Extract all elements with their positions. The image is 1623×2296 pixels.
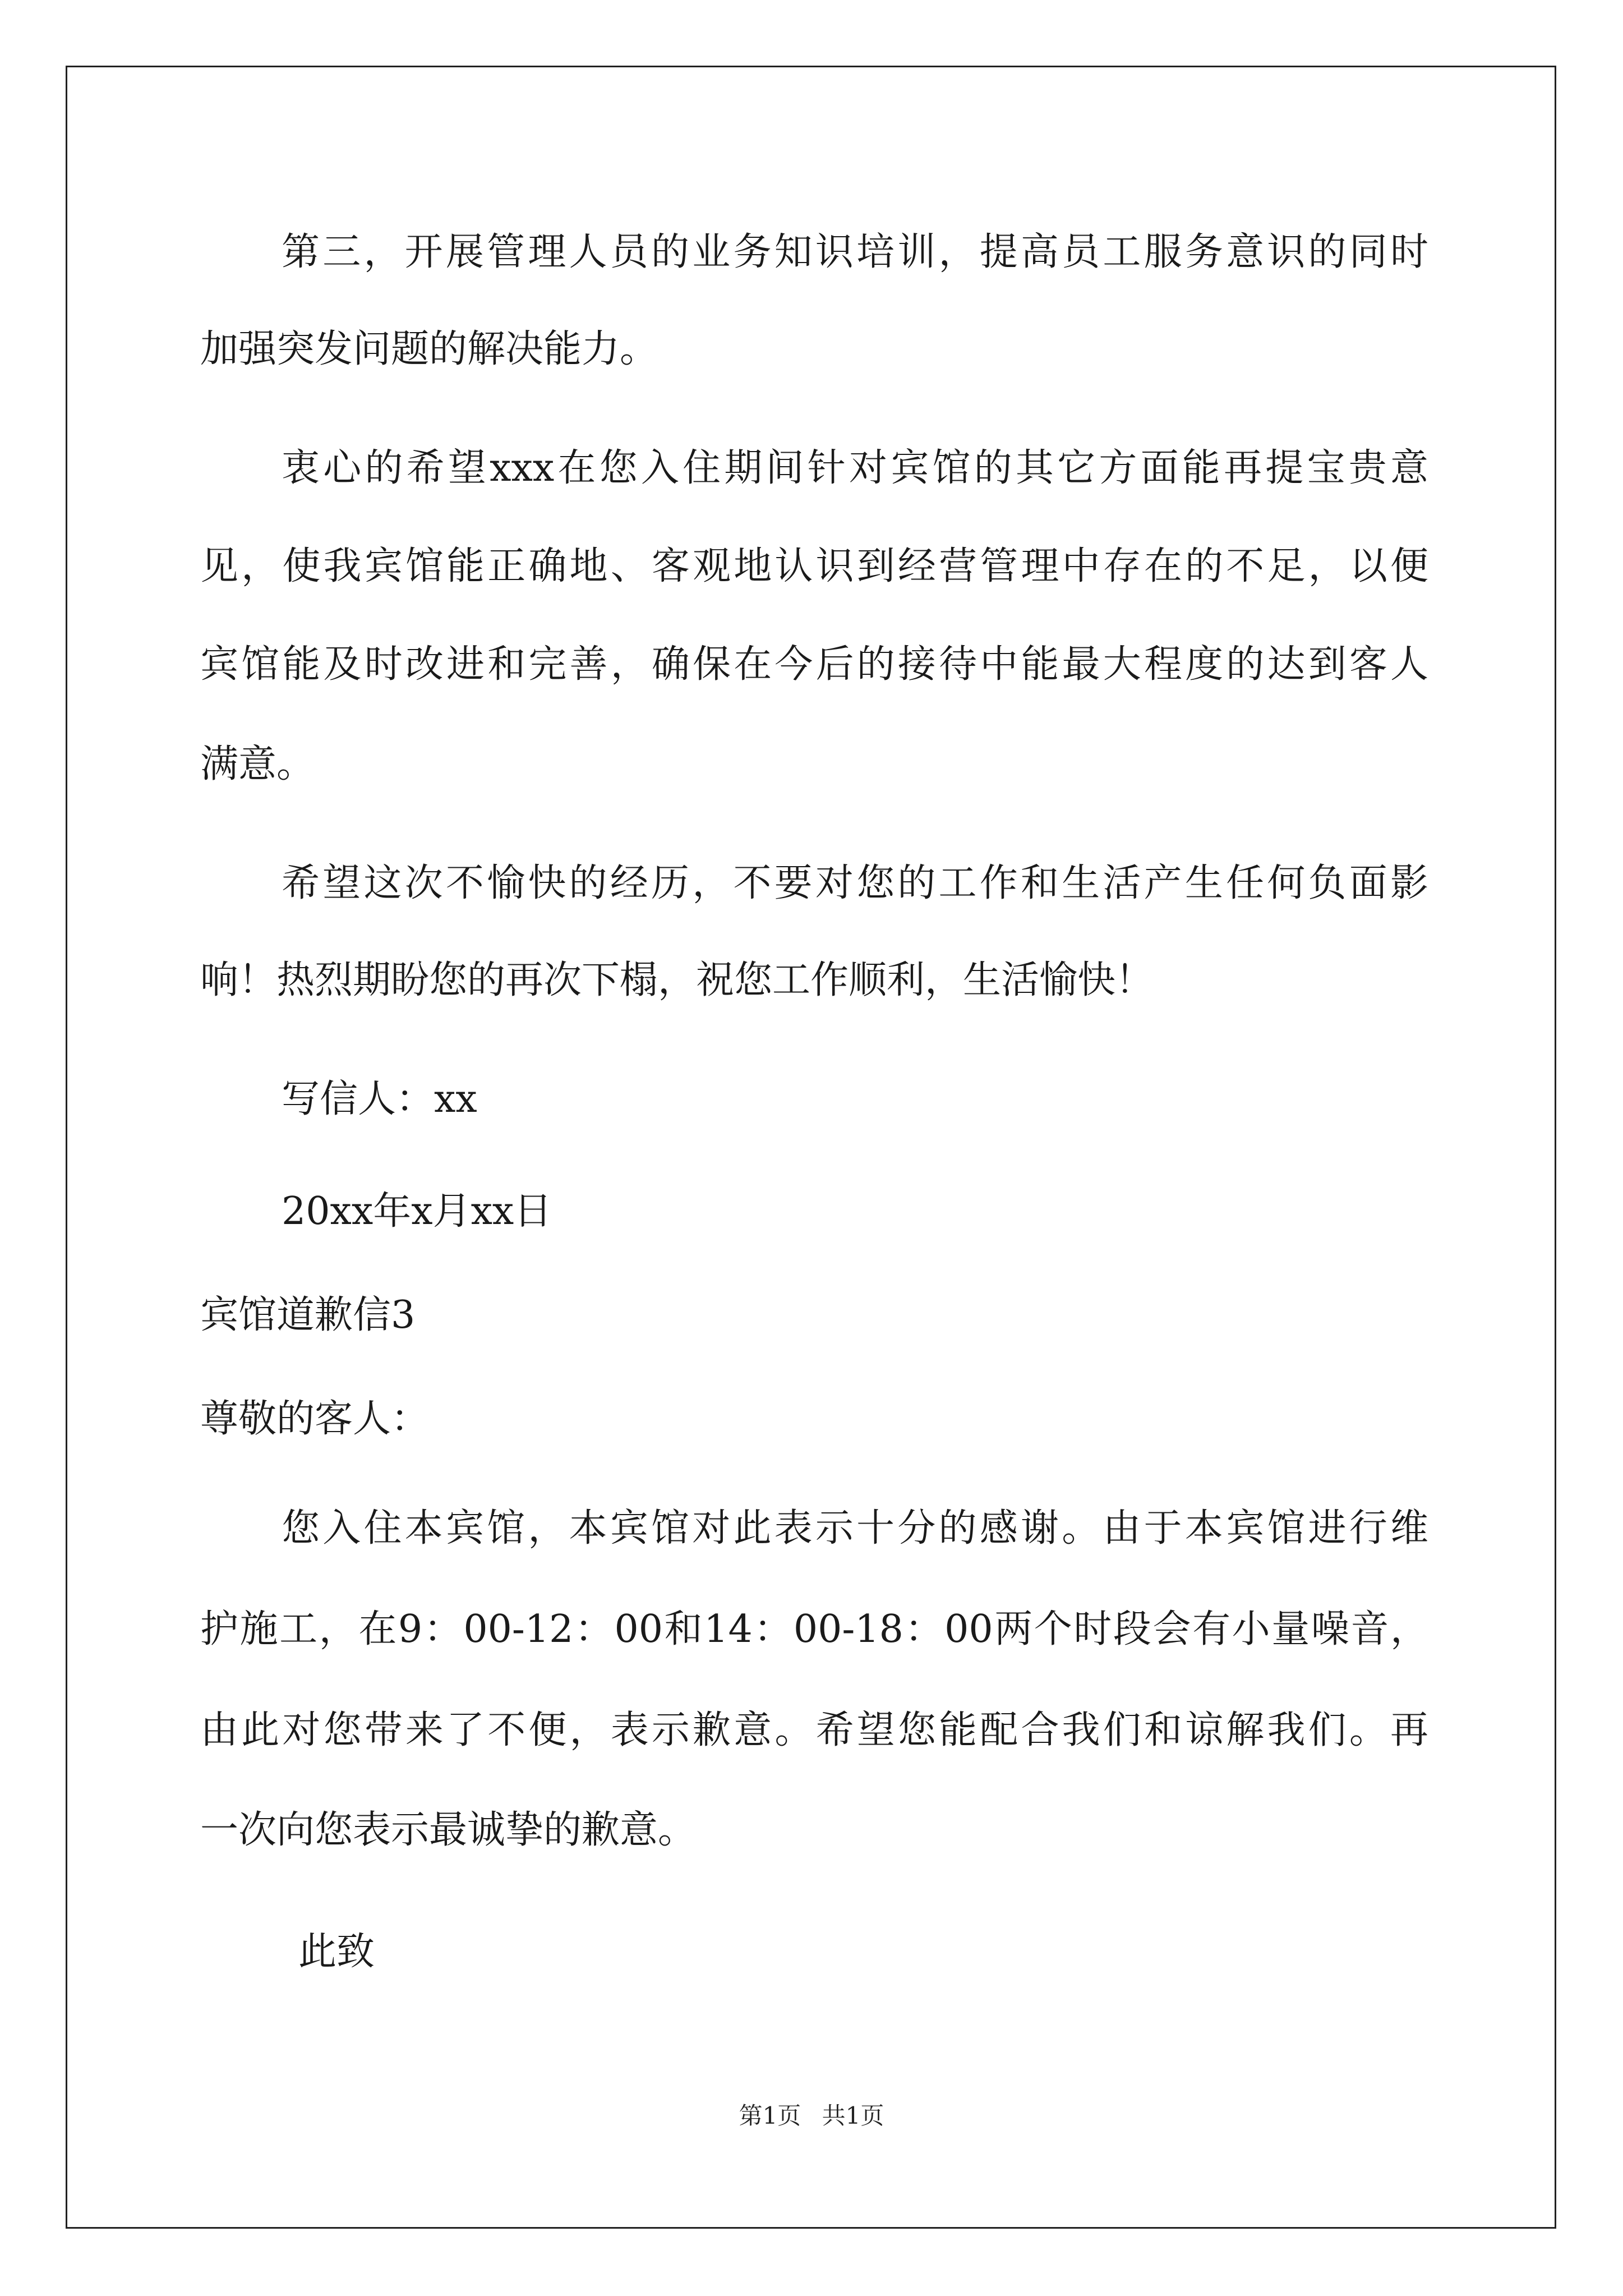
paragraph-2-line-1: 衷心的希望xxx在您入住期间针对宾馆的其它方面能再提宝贵意 (282, 446, 1428, 490)
page-border (66, 66, 1556, 2229)
closing-phrase: 此致 (298, 1930, 375, 1974)
paragraph-4-line-1: 您入住本宾馆，本宾馆对此表示十分的感谢。由于本宾馆进行维 (282, 1506, 1428, 1550)
paragraph-1-line-2: 加强突发问题的解决能力。 (200, 327, 658, 371)
paragraph-3-line-1: 希望这次不愉快的经历，不要对您的工作和生活产生任何负面影 (282, 861, 1428, 905)
paragraph-2-line-4: 满意。 (200, 742, 315, 786)
paragraph-4-line-4: 一次向您表示最诚挚的歉意。 (200, 1808, 697, 1852)
paragraph-2-line-3: 宾馆能及时改进和完善，确保在今后的接待中能最大程度的达到客人 (200, 642, 1428, 687)
page-footer (0, 2099, 1623, 2133)
paragraph-2-line-2: 见，使我宾馆能正确地、客观地认识到经营管理中存在的不足，以便 (200, 544, 1428, 588)
paragraph-4-line-2: 护施工，在9：00-12：00和14：00-18：00两个时段会有小量噪音， (200, 1607, 1428, 1651)
paragraph-1-line-1: 第三，开展管理人员的业务知识培训，提高员工服务意识的同时 (282, 230, 1428, 274)
signature-date: 20xx年x月xx日 (282, 1189, 552, 1234)
page-total: 共1页 (822, 2102, 884, 2129)
paragraph-4-line-3: 由此对您带来了不便，表示歉意。希望您能配合我们和谅解我们。再 (200, 1708, 1428, 1752)
section-title: 宾馆道歉信3 (200, 1293, 416, 1337)
signature-writer: 写信人：xx (282, 1077, 477, 1121)
salutation: 尊敬的客人： (200, 1397, 430, 1441)
page-number: 第1页 (739, 2102, 801, 2129)
paragraph-3-line-2: 响！热烈期盼您的再次下榻，祝您工作顺利，生活愉快！ (200, 958, 1154, 1002)
